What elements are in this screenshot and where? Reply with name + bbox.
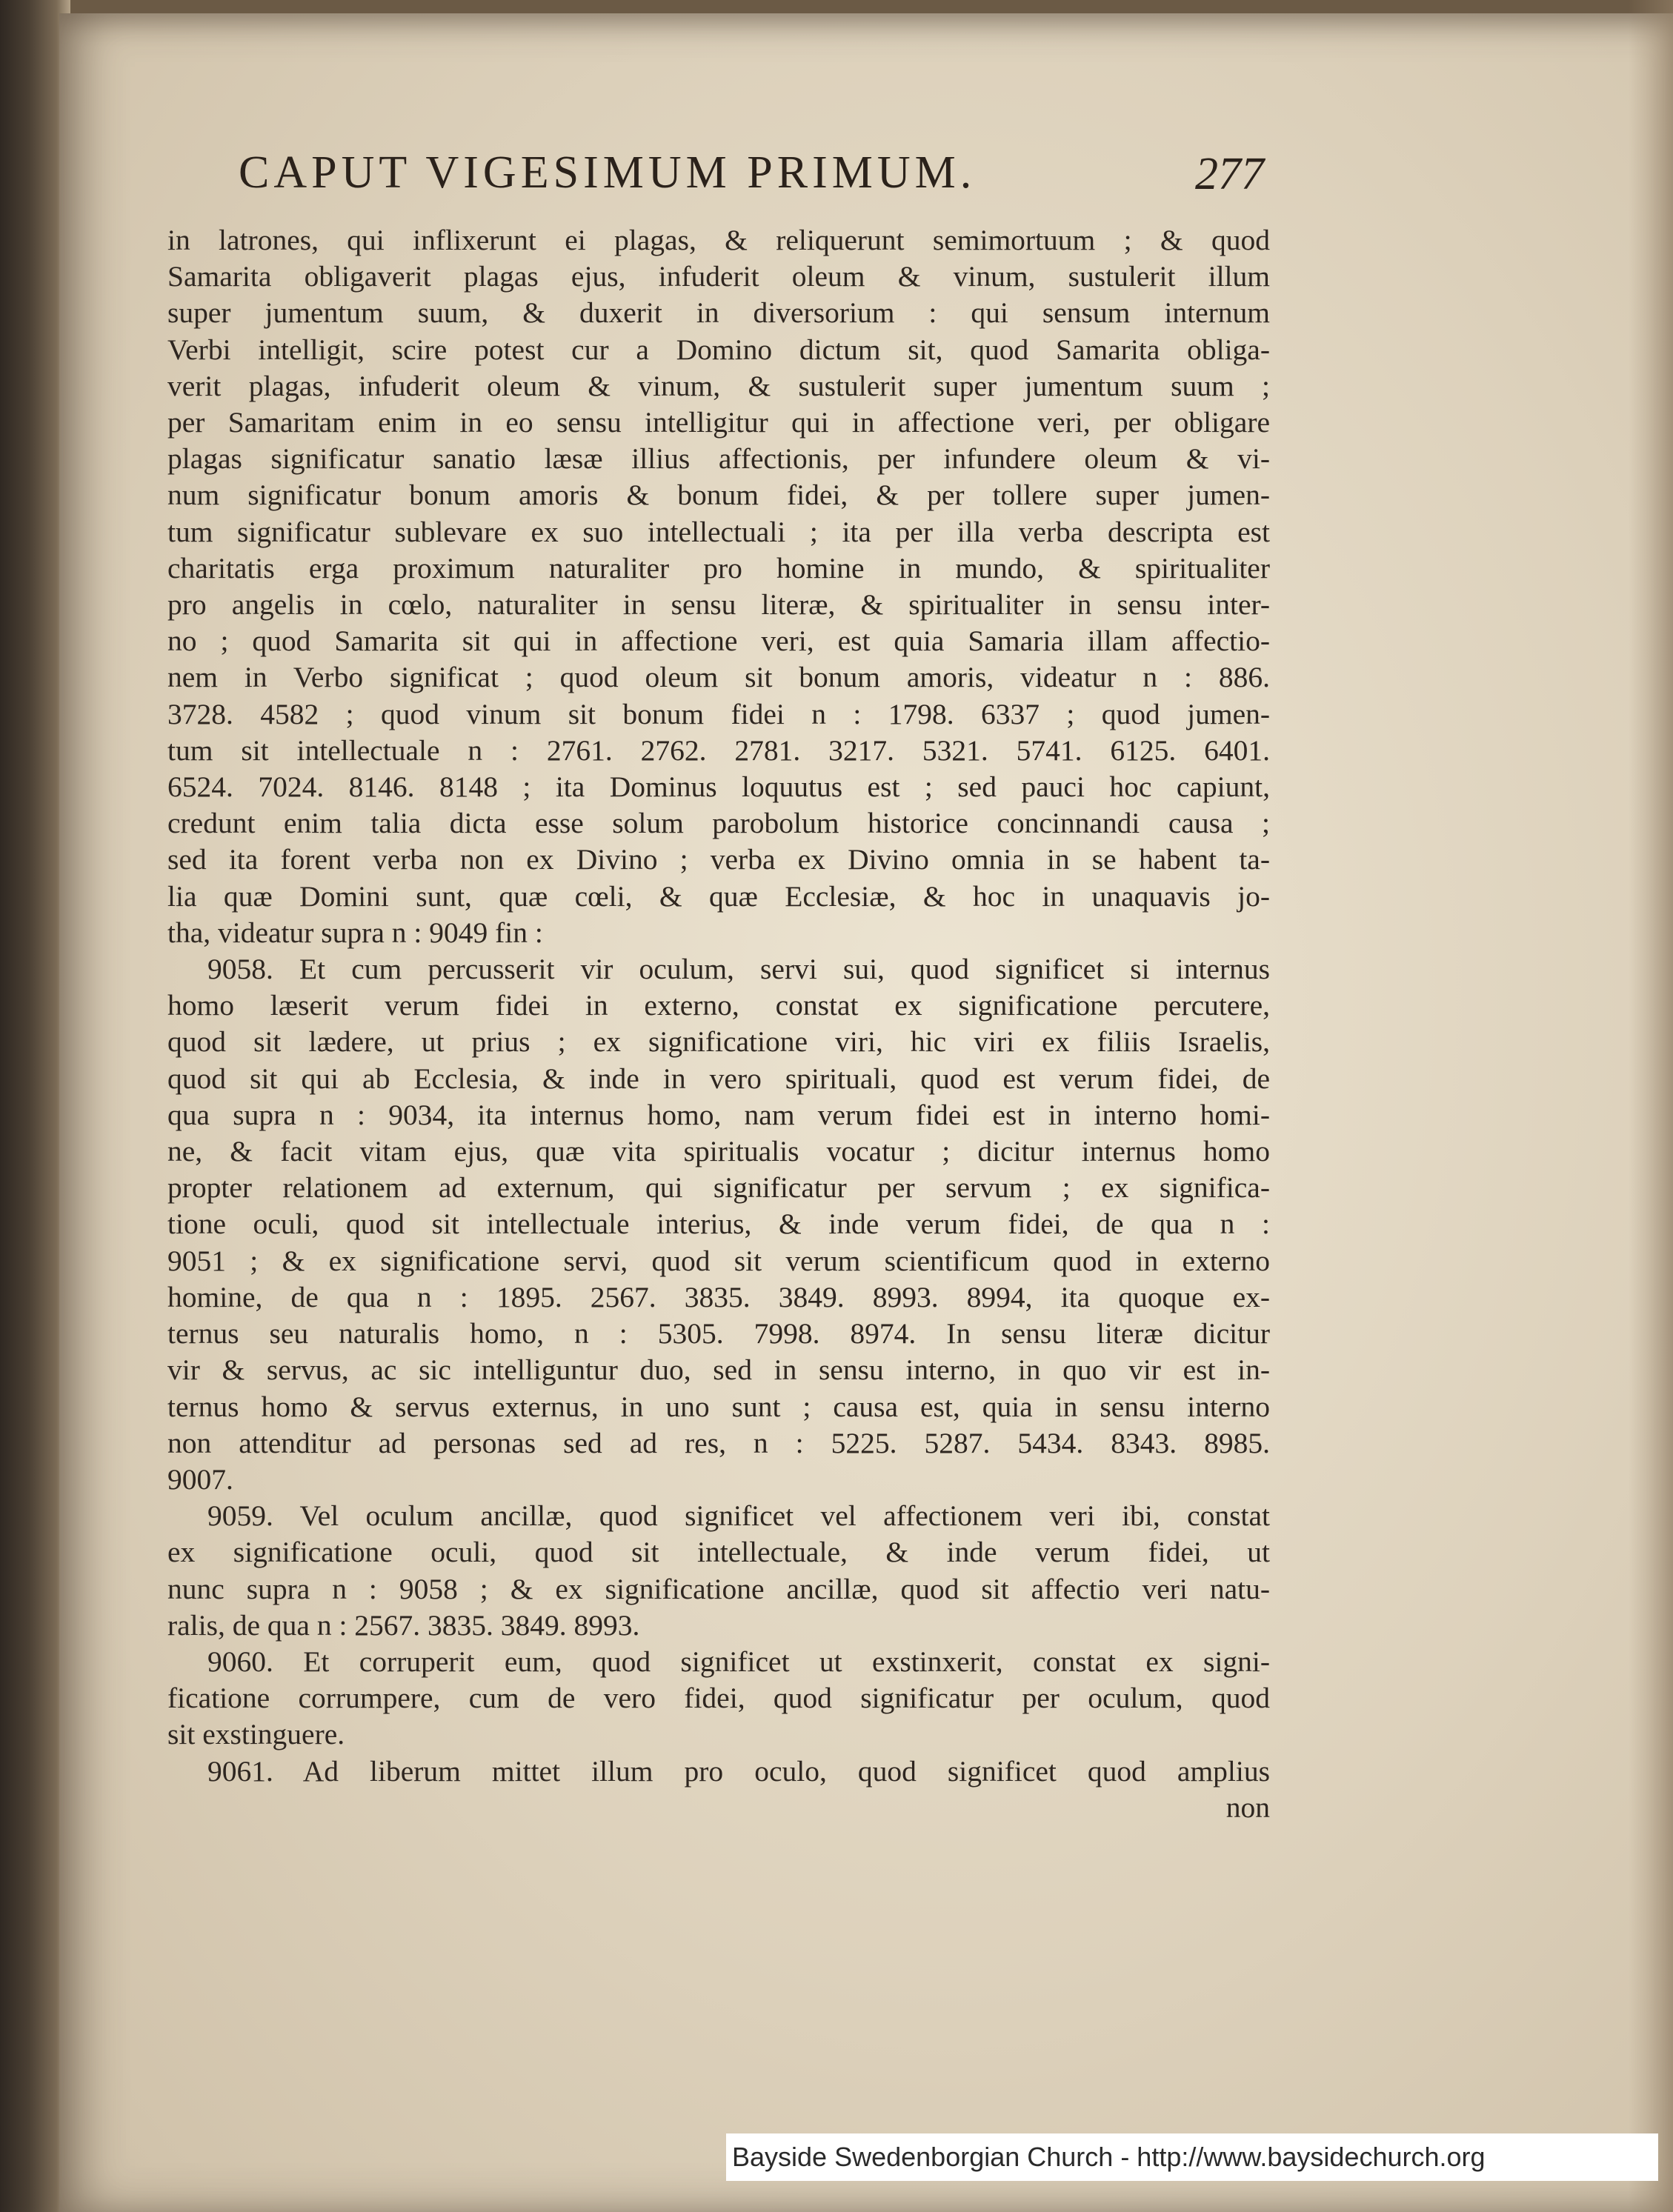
text-line: ficatione corrumpere, cum de vero fidei, quod significatur per oculum, quod [167, 1682, 1270, 1715]
text-line: plagas significatur sanatio læsæ illius affectionis, per infundere oleum & vi- [167, 442, 1270, 476]
text-line: num significatur bonum amoris & bonum fidei, & per tollere super jumen- [167, 479, 1270, 512]
text-line: lia quæ Domini sunt, quæ cœli, & quæ Ecclesiæ, & hoc in unaquavis jo- [167, 879, 1270, 913]
text-line: ne, & facit vitam ejus, quæ vita spiritualis vocatur ; dicitur internus homo [167, 1135, 1270, 1168]
text-line: 9060. Et corruperit eum, quod significet ut exstinxerit, constat ex signi- [207, 1645, 1270, 1678]
text-line: in latrones, qui inflixerunt ei plagas, & reliquerunt semimortuum ; & quod [167, 224, 1270, 256]
text-line: 9051 ; & ex significatione servi, quod sit verum scientificum quod in externo [167, 1244, 1270, 1277]
text-line: nunc supra n : 9058 ; & ex significatione ancillæ, quod sit affectio veri natu- [167, 1572, 1270, 1605]
text-line: quod sit lædere, ut prius ; ex significatione viri, hic viri ex filiis Israelis, [167, 1025, 1270, 1059]
text-line: sit exstinguere. [167, 1718, 345, 1751]
text-line: per Samaritam enim in eo sensu intelligitur qui in affectione veri, per obligare [167, 406, 1270, 439]
text-line: ralis, de qua n : 2567. 3835. 3849. 8993. [167, 1608, 640, 1642]
text-line: nem in Verbo significat ; quod oleum sit bonum amoris, videatur n : 886. [167, 661, 1270, 694]
watermark-banner: Bayside Swedenborgian Church - http://www.baysidechurch.org [726, 2133, 1658, 2181]
text-line: charitatis erga proximum naturaliter pro homine in mundo, & spiritualiter [167, 551, 1270, 584]
text-line: vir & servus, ac sic intelliguntur duo, sed in sensu interno, in quo vir est in- [167, 1353, 1270, 1387]
text-line: super jumentum suum, & duxerit in diversorium : qui sensum internum [167, 296, 1270, 330]
text-line: ex significatione oculi, quod sit intellectuale, & inde verum fidei, ut [167, 1536, 1270, 1569]
text-line: propter relationem ad externum, qui significatur per servum ; ex significa- [167, 1171, 1270, 1205]
catchword: non [1225, 1790, 1270, 1824]
text-line: tum sit intellectuale n : 2761. 2762. 2781. 3217. 5321. 5741. 6125. 6401. [167, 733, 1270, 767]
text-line: credunt enim talia dicta esse solum parobolum historice concinnandi causa ; [167, 807, 1270, 840]
running-header: CAPUT VIGESIMUM PRIMUM. [239, 147, 977, 198]
text-line: Samarita obligaverit plagas ejus, infuderit oleum & vinum, sustulerit illum [167, 260, 1270, 293]
text-line: tione oculi, quod sit intellectuale interius, & inde verum fidei, de qua n : [167, 1207, 1270, 1241]
text-line: qua supra n : 9034, ita internus homo, nam verum fidei est in interno homi- [167, 1098, 1270, 1131]
text-line: sed ita forent verba non ex Divino ; verba ex Divino omnia in se habent ta- [167, 843, 1270, 876]
text-line: homine, de qua n : 1895. 2567. 3835. 3849. 8993. 8994, ita quoque ex- [167, 1280, 1270, 1313]
text-line: 6524. 7024. 8146. 8148 ; ita Dominus loquutus est ; sed pauci hoc capiunt, [167, 770, 1270, 804]
text-line: quod sit qui ab Ecclesia, & inde in vero spirituali, quod est verum fidei, de [167, 1062, 1270, 1095]
text-line: verit plagas, infuderit oleum & vinum, & sustulerit super jumentum suum ; [167, 369, 1270, 402]
text-line: ternus homo & servus externus, in uno sunt ; causa est, quia in sensu interno [167, 1390, 1270, 1423]
body-text [167, 222, 1270, 1826]
text-line: 9058. Et cum percusserit vir oculum, servi sui, quod significet si internus [207, 953, 1270, 986]
text-line: pro angelis in cœlo, naturaliter in sensu literæ, & spiritualiter in sensu inter- [167, 588, 1270, 622]
page-right-edge [1629, 0, 1673, 2212]
page-number: 277 [1195, 149, 1264, 199]
text-line: tha, videatur supra n : 9049 fin : [167, 916, 543, 949]
text-line: tum significatur sublevare ex suo intellectuali ; ita per illa verba descripta est [167, 515, 1270, 548]
text-line: 9061. Ad liberum mittet illum pro oculo, quod significet quod amplius [207, 1754, 1270, 1788]
text-line: no ; quod Samarita sit qui in affectione veri, est quia Samaria illam affectio- [167, 624, 1270, 658]
text-line: 3728. 4582 ; quod vinum sit bonum fidei n : 1798. 6337 ; quod jumen- [167, 697, 1270, 730]
text-line: homo læserit verum fidei in externo, constat ex significatione percutere, [167, 989, 1270, 1022]
text-line: Verbi intelligit, scire potest cur a Domino dictum sit, quod Samarita obliga- [167, 333, 1270, 366]
text-line: ternus seu naturalis homo, n : 5305. 7998. 8974. In sensu literæ dicitur [167, 1317, 1270, 1350]
text-line: non attenditur ad personas sed ad res, n : 5225. 5287. 5434. 8343. 8985. [167, 1426, 1270, 1459]
text-line: 9059. Vel oculum ancillæ, quod significet vel affectionem veri ibi, constat [207, 1499, 1270, 1533]
text-line: 9007. [167, 1462, 233, 1496]
